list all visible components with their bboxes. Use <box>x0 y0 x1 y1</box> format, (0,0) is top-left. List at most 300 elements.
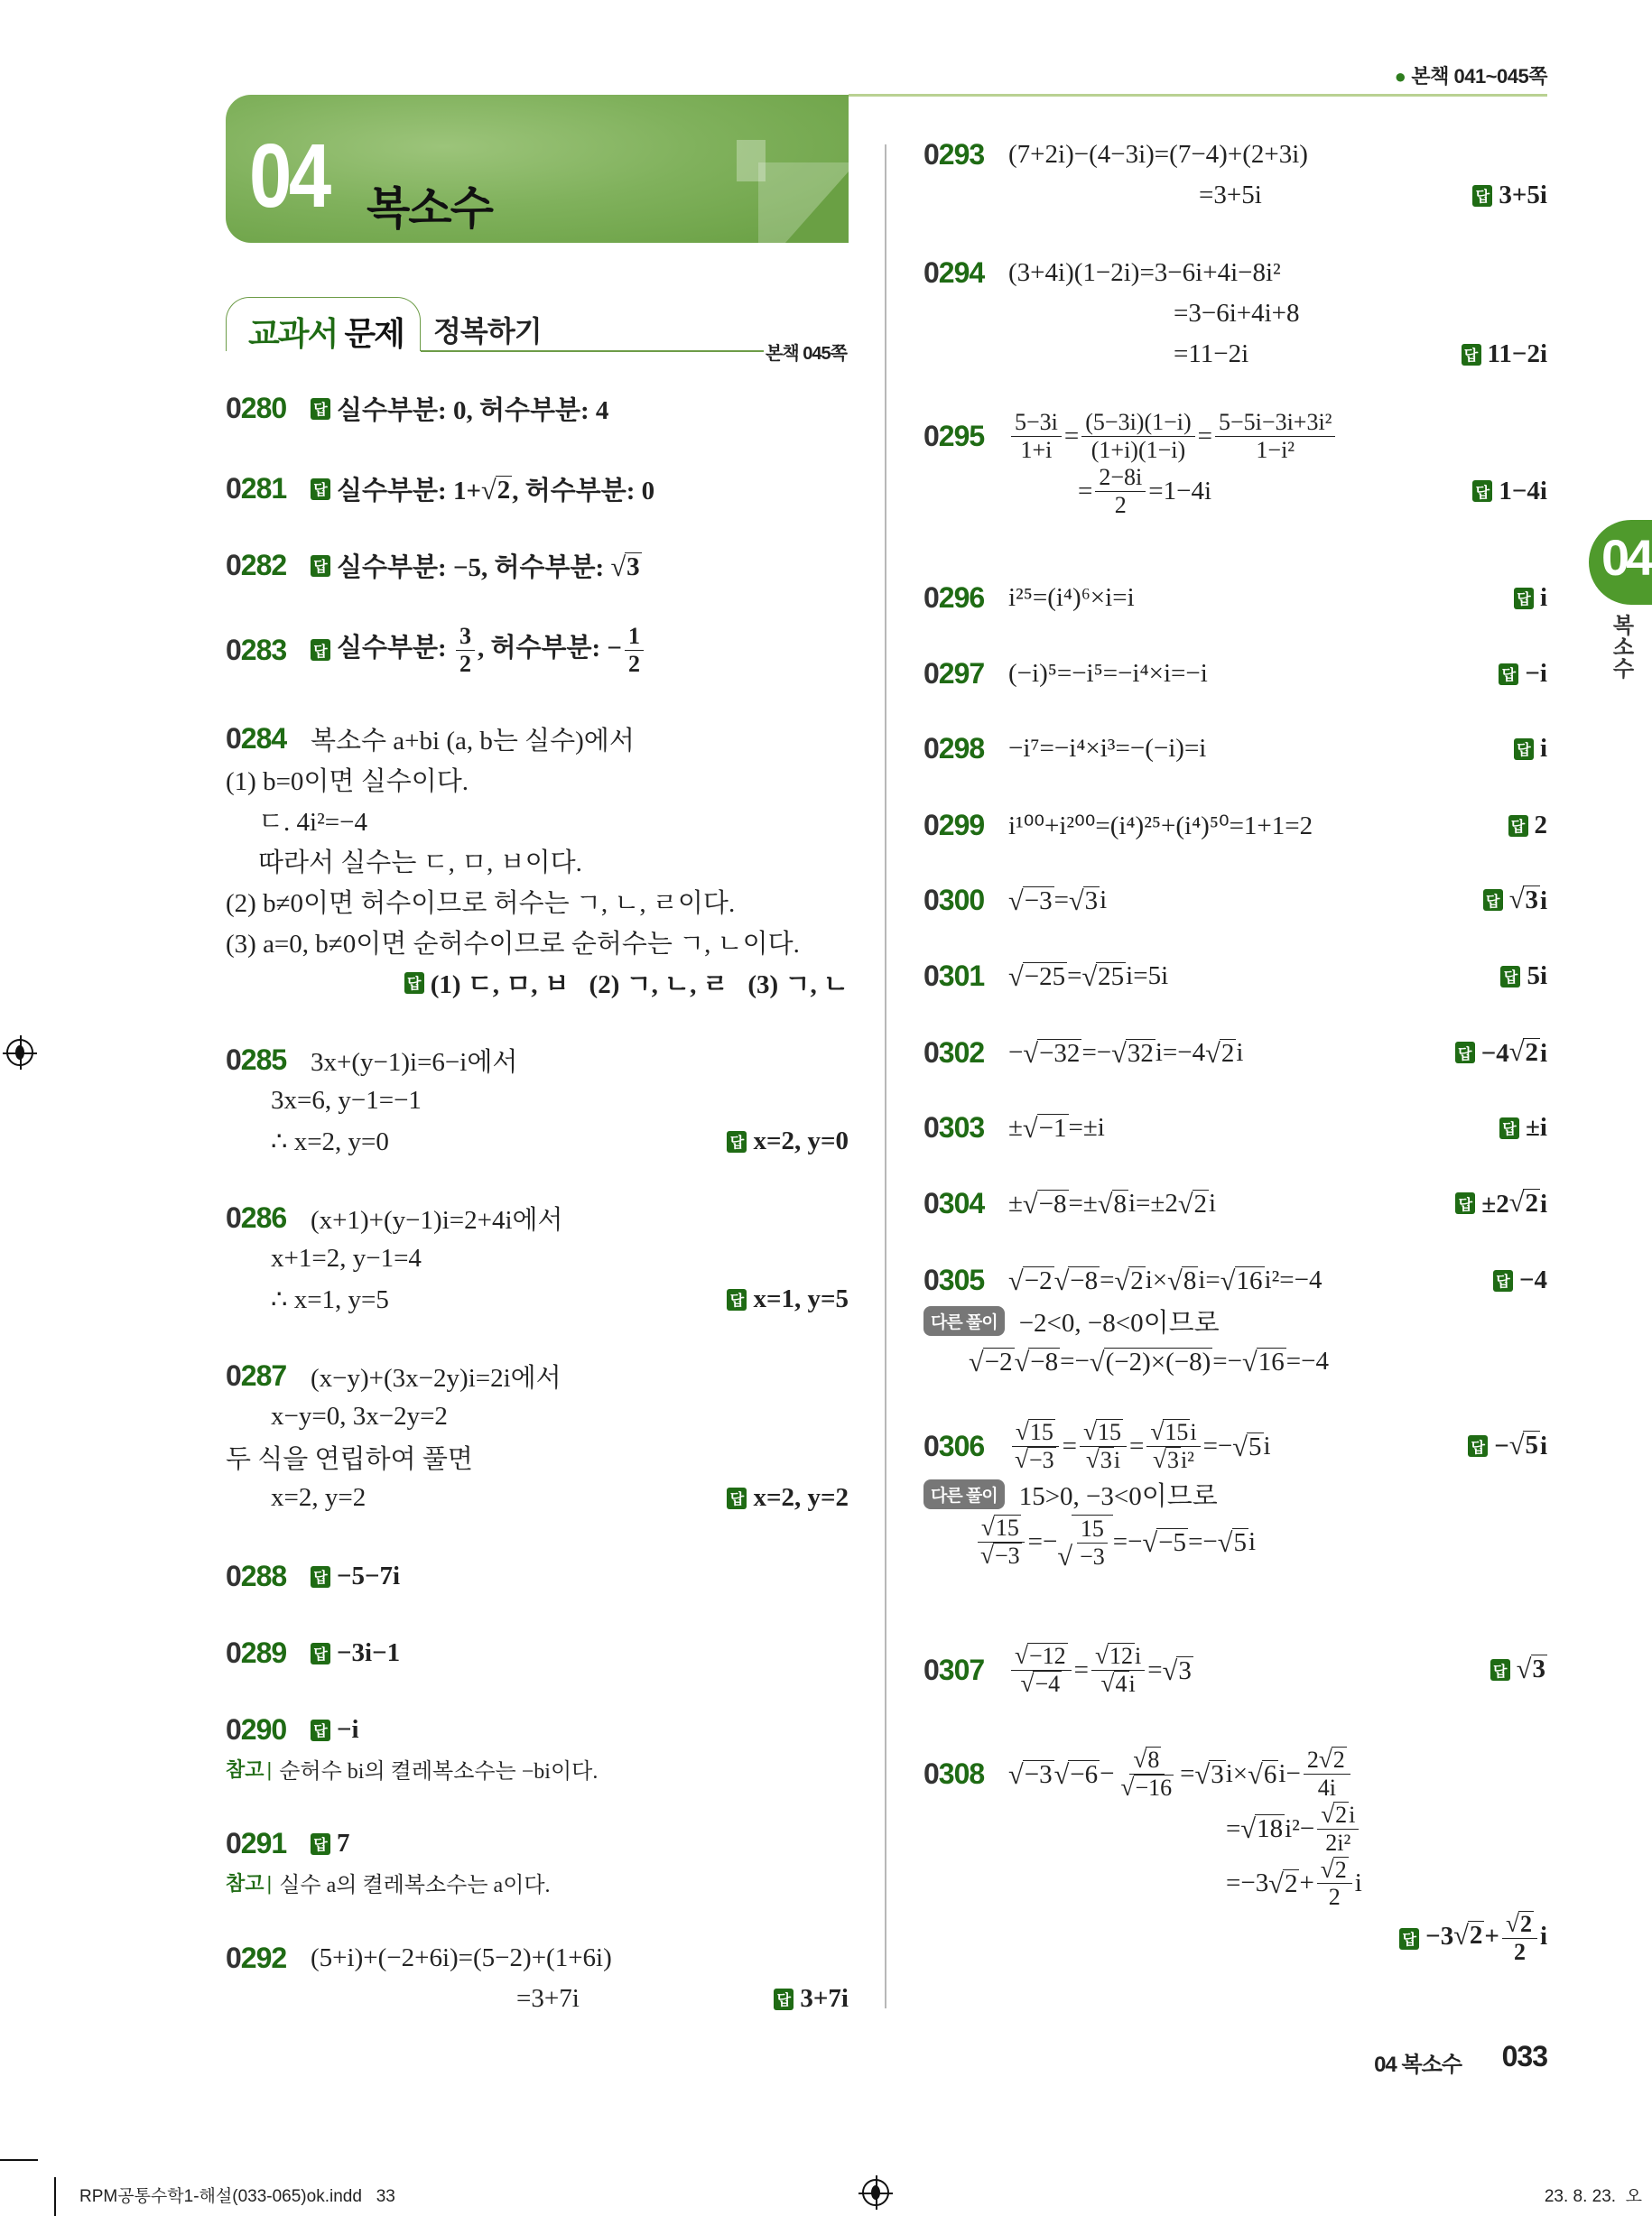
math-group <box>1509 885 1547 916</box>
math-text: i <box>1113 1446 1121 1473</box>
math-text: 2 <box>1220 1038 1235 1068</box>
radicand <box>1037 1039 1081 1067</box>
answer <box>1500 961 1547 991</box>
math-text: = <box>1053 885 1069 914</box>
math-text: (−2)×(−8) <box>1105 1347 1211 1377</box>
radicand <box>1023 1266 1054 1294</box>
radicand <box>1068 1760 1100 1788</box>
math-text: 16 <box>1236 1266 1263 1295</box>
problem-number: 0295 <box>923 419 985 452</box>
math-text: 2 <box>627 650 640 677</box>
problem-0280 <box>226 388 849 429</box>
note-label: 참고 | <box>226 1755 272 1783</box>
math-text: (5−3i)(1−i) <box>1085 409 1192 435</box>
solution-line <box>226 1633 849 1674</box>
square-root <box>1086 1447 1114 1472</box>
math-group <box>1526 1113 1547 1143</box>
math-group <box>1527 961 1547 991</box>
solution-line <box>923 1108 1547 1148</box>
square-root <box>1023 1190 1069 1218</box>
radicand <box>983 1348 1015 1376</box>
denominator <box>456 651 475 678</box>
solution-line <box>923 1341 1547 1382</box>
numerator <box>1317 1802 1359 1830</box>
solution-line <box>923 1802 1547 1857</box>
math-text: 순허수 bi의 켤레복소수는 −bi이다. <box>279 1759 599 1784</box>
problem-0288 <box>226 1556 849 1597</box>
answer <box>311 623 646 678</box>
math-text: 복소수 a+bi (a, b는 실수)에서 <box>311 727 635 756</box>
problem-0292 <box>226 1938 849 2019</box>
math-group <box>337 1829 350 1859</box>
denominator <box>1325 1884 1344 1911</box>
math-text: 따라서 실수는 ㄷ, ㅁ, ㅂ이다. <box>258 848 582 877</box>
math-group <box>1307 1747 1347 1773</box>
problem-number: 0297 <box>923 657 985 690</box>
problem-0294 <box>923 253 1547 375</box>
math-group <box>1101 1671 1136 1697</box>
square-root <box>1098 1190 1128 1218</box>
problem-0306 <box>923 1419 1547 1571</box>
math-group <box>1015 1643 1068 1669</box>
radicand <box>1108 1643 1135 1668</box>
math-text: =−4 <box>1285 1347 1329 1376</box>
radical-sign-icon: √ <box>1242 1346 1258 1377</box>
problem-0293 <box>923 134 1547 216</box>
math-text: − <box>1494 1432 1509 1461</box>
math-group <box>1121 1775 1174 1801</box>
solution-line <box>923 1301 1547 1341</box>
fraction <box>625 623 644 678</box>
math-group <box>1499 477 1547 506</box>
reference-note <box>226 1750 849 1786</box>
math-group <box>337 470 654 507</box>
math-group <box>337 390 608 427</box>
numerator <box>1502 1911 1537 1939</box>
square-root <box>1506 1911 1534 1936</box>
math-text: ± <box>1008 1113 1023 1142</box>
square-root <box>1321 1802 1349 1827</box>
radicand <box>1523 885 1540 913</box>
denominator <box>1118 1775 1178 1802</box>
math-text: 2 <box>1525 1037 1538 1067</box>
square-root <box>1242 1348 1286 1376</box>
math-text: 3x+(y−1)i=6−i에서 <box>311 1048 518 1077</box>
math-text: 2 <box>1284 1869 1298 1899</box>
answer-badge-icon: 답 <box>404 972 424 994</box>
problem-number: 0283 <box>226 633 287 666</box>
math-text: i¹⁰⁰+i²⁰⁰=(i⁴)²⁵+(i⁴)⁵⁰=1+1=2 <box>1008 811 1313 840</box>
math-group <box>1150 1419 1196 1445</box>
solution-line <box>923 728 1547 769</box>
radical-sign-icon: √ <box>969 1346 984 1377</box>
radicand <box>1220 1039 1237 1067</box>
answer-badge-icon: 답 <box>311 1643 330 1664</box>
radical-sign-icon: √ <box>1220 1265 1236 1296</box>
answer-badge-icon: 답 <box>311 1720 330 1741</box>
radical-sign-icon: √ <box>1111 1037 1127 1069</box>
math-group <box>431 964 849 1001</box>
answer-line <box>226 962 849 1003</box>
answer <box>1472 477 1547 506</box>
math-text: (2) b≠0이면 허수이므로 허수는 ㄱ, ㄴ, ㄹ이다. <box>226 889 736 918</box>
square-root <box>1319 1747 1347 1772</box>
decor-corner <box>785 172 849 243</box>
math-text: 실수부분: <box>337 634 453 663</box>
numerator <box>1011 409 1062 437</box>
denominator <box>625 651 644 678</box>
radicand <box>1027 1447 1056 1472</box>
math-text: 2 <box>1328 1884 1341 1911</box>
math-text: = <box>1062 1431 1078 1460</box>
fraction <box>1146 1419 1200 1474</box>
math-text: (−i)⁵=−i⁵=−i⁴×i=−i <box>1008 659 1208 688</box>
denominator <box>1252 437 1298 464</box>
math-text: =3+7i <box>516 1984 580 2013</box>
math-text: 5 <box>1233 1527 1247 1557</box>
math-group <box>980 1543 1022 1569</box>
radicand <box>1333 1857 1349 1882</box>
section-tab-dark: 문제 <box>344 315 404 352</box>
square-root <box>981 1515 1021 1540</box>
radical-sign-icon: √ <box>1240 1813 1257 1845</box>
math-group <box>337 1638 400 1668</box>
square-root <box>1248 1760 1278 1788</box>
registration-mark-icon <box>862 2179 889 2206</box>
radicand <box>1134 1775 1174 1800</box>
math-text: ± <box>1008 1189 1023 1218</box>
math-text: =− <box>1060 1347 1090 1376</box>
answer-badge-icon: 답 <box>1472 480 1492 502</box>
radicand <box>1468 1921 1485 1949</box>
section-rule <box>421 350 764 352</box>
square-root <box>1057 1515 1112 1571</box>
radicand <box>1523 1431 1540 1459</box>
radicand <box>1023 962 1067 990</box>
math-group <box>753 1127 849 1156</box>
answer-badge-icon: 답 <box>1472 185 1492 207</box>
chapter-side-tab[interactable]: 04 <box>1589 520 1652 605</box>
square-root <box>1115 1266 1146 1294</box>
math-text: = <box>1197 421 1213 450</box>
radicand <box>1333 1802 1349 1827</box>
square-root <box>1220 1266 1265 1294</box>
square-root <box>1054 1266 1100 1294</box>
math-group <box>1015 1447 1056 1473</box>
square-root <box>1509 1189 1540 1217</box>
math-group <box>1525 659 1547 689</box>
denominator <box>1017 1671 1066 1698</box>
math-text: −32 <box>1039 1038 1081 1068</box>
math-text: 3 <box>1532 1655 1545 1684</box>
radicand <box>994 1515 1021 1540</box>
math-text: 5 <box>1248 1432 1262 1461</box>
math-text: −3 <box>1425 1922 1454 1952</box>
math-text: =11−2i <box>1174 339 1249 368</box>
answer-badge-icon: 답 <box>311 478 330 500</box>
solution-line <box>226 719 849 759</box>
math-text: i× <box>1145 1266 1168 1294</box>
square-root <box>1453 1920 1484 1952</box>
radicand <box>1247 1433 1264 1460</box>
problem-0287 <box>226 1356 849 1518</box>
solution-line <box>226 922 849 962</box>
math-text: 4 <box>1115 1670 1128 1697</box>
square-root <box>1509 885 1540 913</box>
math-text: i=5i <box>1126 961 1169 990</box>
math-text: ∴ x=1, y=5 <box>271 1285 389 1314</box>
radicand <box>625 552 642 580</box>
math-text: i <box>1190 1419 1197 1445</box>
answer-line <box>923 1911 1547 1966</box>
math-text: 실수부분: 1+ <box>337 477 481 505</box>
numerator <box>1012 1419 1059 1447</box>
answer <box>311 1715 359 1745</box>
math-text: = <box>1067 961 1082 990</box>
header-rule <box>849 94 1547 97</box>
numerator <box>1215 409 1335 437</box>
math-text: i <box>1135 1643 1142 1669</box>
solution-line <box>226 1279 849 1320</box>
math-text: −3 <box>1024 1759 1053 1789</box>
math-text: =− <box>1112 1527 1143 1557</box>
math-text: 1−i² <box>1256 436 1295 463</box>
math-text: 15 <box>1080 1515 1104 1542</box>
math-text: ㄷ. 4i²=−4 <box>258 808 367 837</box>
square-root <box>1195 1760 1226 1788</box>
chapter-title: 복소수 <box>367 183 492 234</box>
math-text: 2 <box>1332 1747 1345 1773</box>
solution-line <box>923 1747 1547 1802</box>
solution-line <box>226 1238 849 1279</box>
square-root <box>1142 1528 1188 1556</box>
numerator <box>1080 1419 1127 1447</box>
radical-sign-icon: √ <box>1068 885 1084 916</box>
math-text: 15 <box>1029 1419 1053 1445</box>
math-group <box>337 547 642 584</box>
solution-line <box>923 1857 1547 1912</box>
math-text: 2 <box>1335 1801 1348 1828</box>
radical-sign-icon: √ <box>1022 1112 1038 1144</box>
solution-line <box>923 805 1547 846</box>
solution-line <box>923 253 1547 293</box>
radical-sign-icon: √ <box>1015 1642 1028 1669</box>
solution-line <box>923 1183 1547 1224</box>
radical-sign-icon: √ <box>1022 1188 1038 1219</box>
problem-number: 0308 <box>923 1757 985 1790</box>
fraction <box>1076 1516 1109 1571</box>
radicand <box>1531 1655 1548 1683</box>
math-text: −2 <box>1024 1266 1053 1295</box>
problem-0307 <box>923 1643 1547 1698</box>
problem-0291 <box>226 1823 849 1900</box>
radicand <box>1235 1266 1265 1294</box>
math-text: (x+1)+(y−1)i=2+4i에서 <box>311 1206 563 1235</box>
math-group <box>1540 734 1547 764</box>
fraction <box>1304 1747 1350 1802</box>
math-text: 2 <box>459 650 471 677</box>
math-text: i× <box>1225 1758 1248 1788</box>
denominator <box>1017 437 1056 464</box>
math-group <box>753 1483 849 1513</box>
chapter-number: 04 <box>249 125 329 227</box>
radicand <box>1114 1671 1129 1696</box>
math-text: 2i² <box>1325 1829 1351 1856</box>
math-text: i² <box>1180 1446 1194 1473</box>
radicand <box>1193 1190 1210 1218</box>
math-text: 5i <box>1527 961 1547 990</box>
problem-0283 <box>226 623 849 678</box>
answer <box>311 390 608 427</box>
math-text: =− <box>1081 1038 1112 1067</box>
math-text: , 허수부분: 0 <box>512 477 655 505</box>
radical-sign-icon: √ <box>1167 1265 1183 1296</box>
numerator <box>1146 1419 1200 1447</box>
problem-number: 0292 <box>226 1942 287 1974</box>
math-text: 2 <box>1519 1911 1532 1938</box>
math-group <box>337 623 646 678</box>
math-text: i− <box>1278 1758 1301 1788</box>
radical-sign-icon: √ <box>1008 1265 1024 1296</box>
radicand <box>1165 1447 1181 1472</box>
math-group <box>981 1515 1021 1541</box>
numerator <box>1304 1747 1350 1775</box>
answer-badge-icon: 답 <box>311 398 330 420</box>
math-text: 3 <box>1100 1446 1112 1473</box>
radicand <box>1128 1266 1146 1294</box>
fraction <box>456 623 475 678</box>
radicand <box>1262 1760 1279 1788</box>
answer <box>1468 1431 1547 1461</box>
radicand <box>1126 1039 1155 1067</box>
problem-0305 <box>923 1260 1547 1382</box>
math-text: − <box>1008 1038 1024 1067</box>
solution-line <box>226 1080 849 1121</box>
square-root <box>610 552 641 580</box>
math-text: 3 <box>1211 1759 1224 1789</box>
solution-line <box>226 840 849 881</box>
registration-mark-icon <box>6 1039 33 1066</box>
answer-badge-icon: 답 <box>1500 966 1520 987</box>
answer <box>1490 1655 1547 1685</box>
problem-number: 0289 <box>226 1637 287 1669</box>
denominator <box>1076 1544 1109 1571</box>
bullet-icon: ● <box>1394 65 1406 88</box>
radicand <box>1146 1747 1161 1772</box>
solution-line <box>226 1198 849 1238</box>
radical-sign-icon: √ <box>1248 1758 1263 1790</box>
radical-sign-icon: √ <box>1083 1418 1097 1445</box>
square-root <box>1016 1419 1055 1444</box>
square-root <box>1321 1857 1349 1882</box>
problem-0297 <box>923 654 1547 694</box>
answer-badge-icon: 답 <box>1514 588 1534 609</box>
math-text: = <box>1180 1758 1195 1788</box>
radical-sign-icon: √ <box>1177 1188 1193 1219</box>
square-root <box>1015 1348 1061 1376</box>
math-text: i <box>1539 1189 1547 1219</box>
math-text: 4i <box>1317 1774 1336 1801</box>
answer <box>1508 811 1548 840</box>
chapter-side-title: 복소수 <box>1609 614 1633 679</box>
numerator <box>1129 1747 1165 1775</box>
math-group <box>1086 1447 1120 1473</box>
problem-number: 0300 <box>923 884 985 916</box>
math-text: = <box>1129 1431 1145 1460</box>
numerator <box>456 623 475 651</box>
square-root <box>1111 1039 1155 1067</box>
radicand <box>1099 1447 1114 1472</box>
radical-sign-icon: √ <box>980 1542 994 1570</box>
math-text: −6 <box>1070 1759 1099 1789</box>
radicand <box>1523 1038 1540 1066</box>
math-text: i²=−4 <box>1264 1266 1323 1294</box>
math-text: 8 <box>1147 1747 1160 1773</box>
math-text: 3 <box>1525 885 1538 914</box>
solution-line <box>923 134 1547 175</box>
math-text: 18 <box>1257 1814 1284 1844</box>
solution-line <box>226 1396 849 1437</box>
math-text: =− <box>1188 1527 1218 1557</box>
math-text: −2<0, −8<0이므로 <box>1018 1309 1220 1338</box>
answer <box>404 964 849 1001</box>
math-text: i <box>1209 1189 1217 1218</box>
problem-0286 <box>226 1198 849 1320</box>
problem-0289 <box>226 1633 849 1674</box>
solution-line <box>226 1356 849 1396</box>
math-text: 실수부분: −5, 허수부분: <box>337 553 611 582</box>
math-text: i <box>1100 885 1108 914</box>
solution-line <box>226 881 849 922</box>
math-text: = <box>1100 1266 1115 1294</box>
math-text: i <box>1539 1432 1547 1461</box>
math-text: 5 <box>1525 1431 1538 1460</box>
problem-number: 0305 <box>923 1264 985 1296</box>
square-root <box>1509 1431 1540 1459</box>
problem-number: 0304 <box>923 1187 985 1219</box>
problem-0303 <box>923 1108 1547 1148</box>
solution-line <box>923 1474 1547 1515</box>
math-group <box>1153 1447 1194 1473</box>
math-text: −12 <box>1028 1643 1066 1669</box>
math-text: = <box>1147 1655 1163 1684</box>
math-text: 5−5i−3i+3i² <box>1219 409 1332 435</box>
math-group <box>1506 1911 1534 1937</box>
problem-0304 <box>923 1183 1547 1224</box>
problem-0302 <box>923 1033 1547 1073</box>
radicand <box>993 1543 1022 1568</box>
math-text: 3 <box>626 552 640 582</box>
math-text: i <box>1539 885 1547 915</box>
math-text: −4 <box>1518 1266 1547 1294</box>
problem-number: 0285 <box>226 1043 287 1076</box>
radicand <box>1332 1747 1347 1772</box>
solution-line <box>923 293 1547 334</box>
problem-number: 0290 <box>226 1713 287 1746</box>
radical-sign-icon: √ <box>1150 1418 1165 1445</box>
math-text: , 허수부분: − <box>477 634 622 663</box>
answer-badge-icon: 답 <box>727 1289 747 1311</box>
radical-sign-icon: √ <box>1142 1526 1158 1558</box>
math-group <box>1535 811 1548 840</box>
math-text: = <box>1078 476 1093 505</box>
math-group <box>1321 1802 1355 1828</box>
numerator <box>1095 464 1146 492</box>
problem-0298 <box>923 728 1547 769</box>
problem-0285 <box>226 1040 849 1162</box>
square-root <box>1517 1655 1547 1683</box>
numerator <box>1081 409 1194 437</box>
